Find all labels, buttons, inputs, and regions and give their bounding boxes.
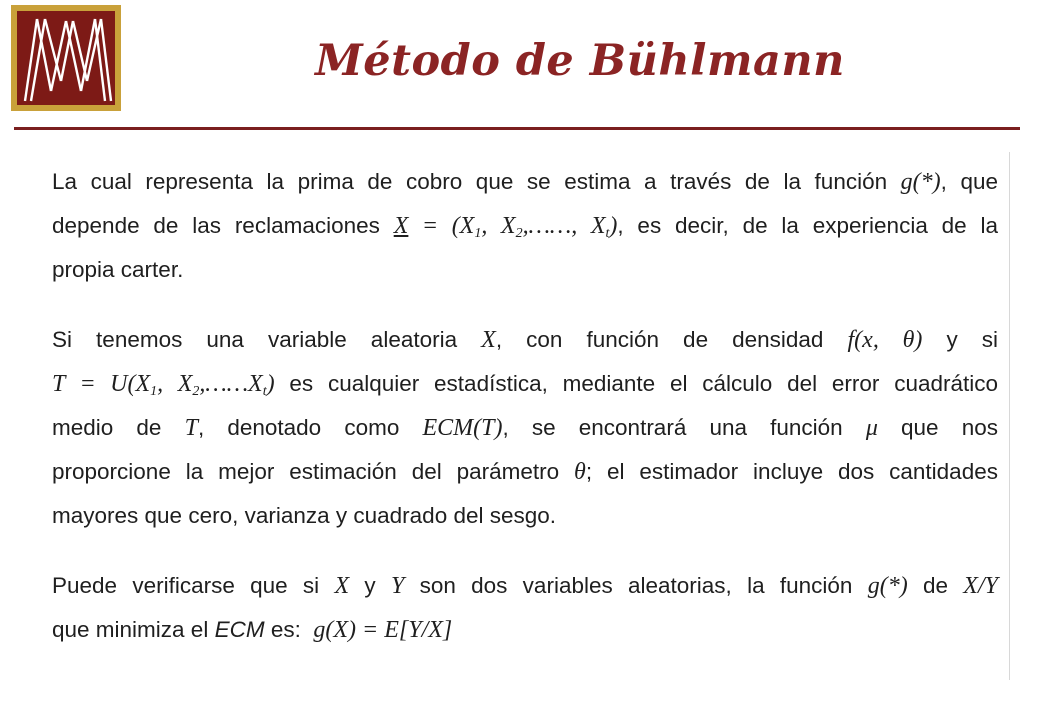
math-density: f(x, θ) [847, 327, 923, 353]
text-fragment: La cual representa la prima de cobro que se estima a través de la función [52, 169, 888, 194]
logo [11, 5, 121, 111]
math-ecm: ECM(T) [422, 415, 503, 441]
math-g-star: g(*) [900, 169, 941, 195]
math-fragment: ) [609, 213, 618, 239]
paragraph-1-line-1 [52, 160, 998, 204]
page-title: Método de Bühlmann [315, 36, 845, 86]
text-italic-ecm: ECM [214, 617, 265, 642]
math-fragment: ,……, X [522, 213, 606, 239]
math-t: T [184, 415, 198, 441]
text-fragment: , denotado como [197, 415, 400, 440]
paragraph-1-line-2 [52, 204, 998, 248]
logo-stylized-m-icon [17, 11, 115, 105]
paragraph-2-line-5: mayores que cero, varianza y cuadrado del sesgo. [52, 503, 557, 528]
text-fragment: , con función de densidad [495, 327, 824, 352]
paragraph-1-line-3: propia carter. [52, 257, 184, 282]
text-fragment: Si tenemos una variable aleatoria [52, 327, 458, 352]
text-fragment: , se encontrará una función [502, 415, 843, 440]
math-fragment: ) [266, 371, 275, 397]
text-fragment: son dos variables aleatorias, la función [419, 573, 853, 598]
math-subscript: 1 [150, 384, 158, 399]
slide-content [52, 160, 998, 678]
math-x: X [481, 327, 496, 353]
paragraph-3-line-2 [52, 608, 998, 652]
math-fragment: T = U(X [52, 371, 151, 397]
math-subscript: 2 [515, 226, 523, 241]
text-fragment: y [364, 573, 376, 598]
text-fragment: que minimiza el [52, 617, 215, 642]
math-statistic [52, 371, 275, 397]
math-y: Y [390, 573, 405, 599]
math-subscript: t [262, 384, 267, 399]
math-subscript: 1 [474, 226, 482, 241]
right-divider [1009, 152, 1010, 680]
text-fragment: ; el estimador incluye dos cantidades [585, 459, 998, 484]
text-fragment: es: [264, 617, 301, 642]
text-fragment: es cualquier estadística, mediante el cálculo del error cuadrático [289, 371, 999, 396]
math-fragment: ,……X [199, 371, 263, 397]
math-fragment: X [393, 213, 409, 239]
text-fragment: que nos [901, 415, 998, 440]
paragraph-3 [52, 564, 998, 652]
math-subscript: t [605, 226, 610, 241]
text-fragment: medio de [52, 415, 162, 440]
paragraph-2-line-2 [52, 362, 998, 406]
math-fragment: , X [157, 371, 193, 397]
text-fragment: y si [946, 327, 998, 352]
math-fragment: , X [481, 213, 516, 239]
math-fragment: = (X [408, 213, 475, 239]
math-conditional-expectation: g(X) = E[Y/X] [313, 617, 453, 643]
math-mu: μ [865, 415, 878, 441]
text-fragment: Puede verificarse que si [52, 573, 320, 598]
math-x-given-y: X/Y [963, 573, 998, 599]
math-subscript: 2 [192, 384, 200, 399]
paragraph-2-line-1 [52, 318, 998, 362]
text-fragment: de [922, 573, 948, 598]
math-theta: θ [574, 459, 586, 485]
text-fragment: , que [940, 169, 998, 194]
paragraph-2-line-4 [52, 450, 998, 494]
math-claims-vector [394, 213, 618, 239]
text-fragment: proporcione la mejor estimación del parámetro [52, 459, 560, 484]
paragraph-3-line-1 [52, 564, 998, 608]
paragraph-2-line-3 [52, 406, 998, 450]
math-g-star: g(*) [867, 573, 908, 599]
text-fragment: , es decir, de la experiencia de la [617, 213, 998, 238]
paragraph-1 [52, 160, 998, 292]
math-x: X [334, 573, 350, 599]
paragraph-2 [52, 318, 998, 538]
title-divider [14, 127, 1020, 130]
text-fragment: depende de las reclamaciones [52, 213, 380, 238]
